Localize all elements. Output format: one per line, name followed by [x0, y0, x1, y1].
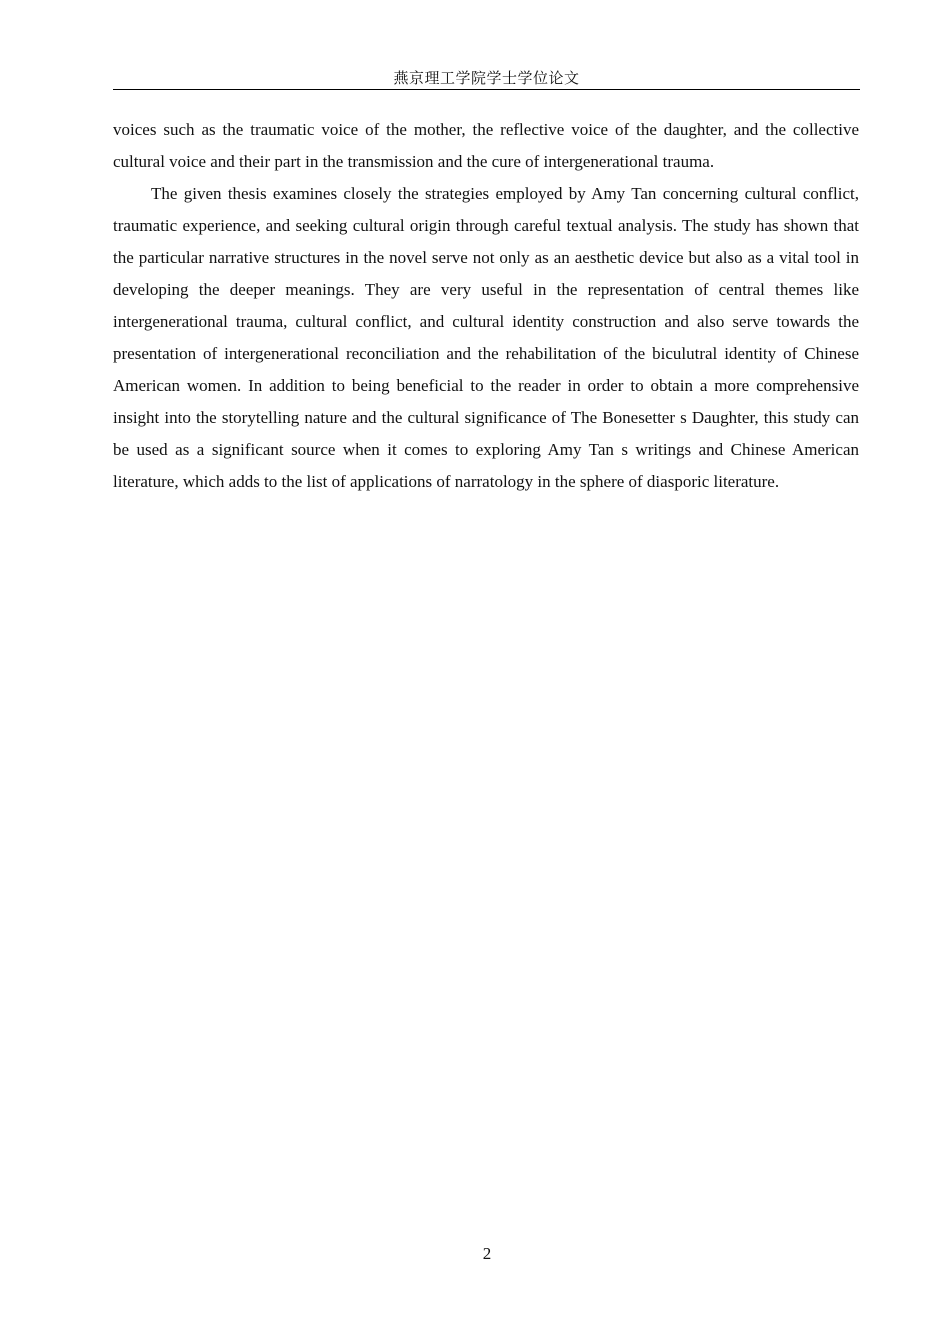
paragraph-continued: voices such as the traumatic voice of the mother, the reflective voice of the daughter, and the collective cultural voice and their part in the transmission and the cure of intergenerational trauma. — [113, 120, 859, 171]
running-header — [113, 66, 860, 90]
paragraph-thesis-summary: The given thesis examines closely the strategies employed by Amy Tan concerning cultural conflict, traumatic experience, and seeking cultural origin through careful textual analysis. The study has shown that the particular narrative structures in the novel serve not only as an aesthetic device but also as a vital tool in developing the deeper meanings. They are very useful in the representation of central themes like intergenerational trauma, cultural conflict, and cultural identity construction and also serve towards the presentation of intergenerational reconciliation and the rehabilitation of the biculutral identity of Chinese American women. In addition to being beneficial to the reader in order to obtain a more comprehensive insight into the storytelling nature and the cultural significance of The Bonesetter s Daughter, this study can be used as a significant source when it comes to exploring Amy Tan s writings and Chinese American literature, which adds to the list of applications of narratology in the sphere of diasporic literature. — [113, 184, 859, 491]
body-text — [113, 114, 859, 498]
page-number: 2 — [482, 1244, 492, 1263]
header-title: 燕京理工学院学士学位论文 — [393, 69, 580, 87]
